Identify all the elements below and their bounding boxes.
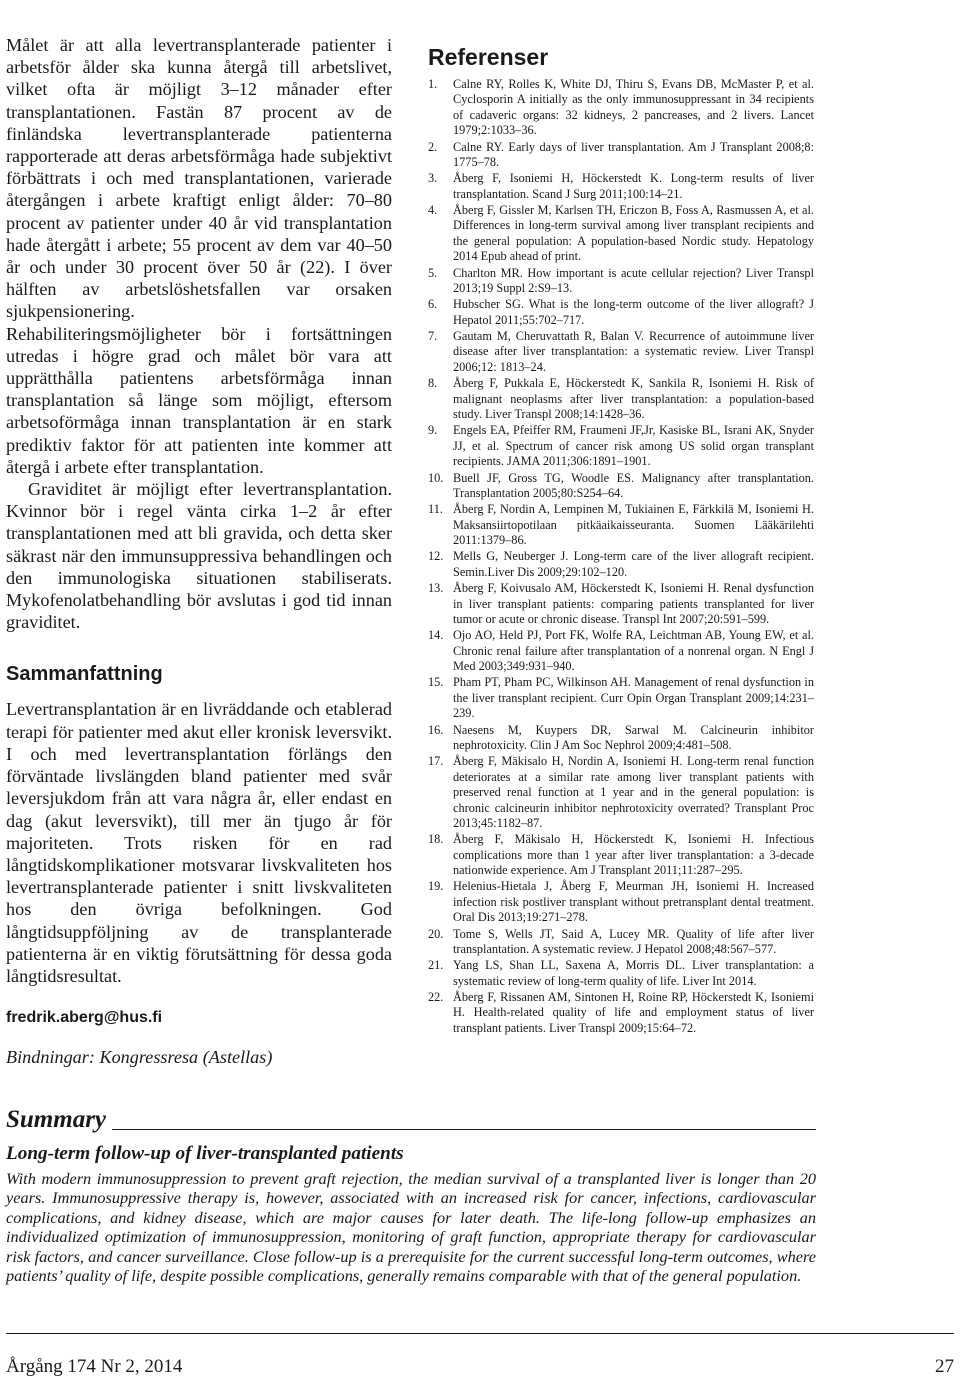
reference-item: [428, 990, 814, 1036]
reference-item: [428, 958, 814, 989]
reference-number: 1.: [428, 77, 438, 91]
reference-text: Åberg F, Mäkisalo H, Nordin A, Isoniemi H. Long-term renal function deteriorates at a similar rate among liver transplant patients with preserved renal function at 1 year and in the general population: is chronic calcineurin inhibitor nephrotoxicity overrated? Transplant Proc 2013;45:1182–87.: [453, 754, 814, 831]
disclosure-text: Bindningar: Kongressresa (Astellas): [6, 1047, 273, 1068]
summary-header: [6, 1107, 816, 1133]
reference-item: [428, 628, 814, 674]
author-email: fredrik.aberg@hus.fi: [6, 1009, 163, 1027]
reference-text: Hubscher SG. What is the long-term outcome of the liver allograft? J Hepatol 2011;55:702–717.: [453, 297, 814, 327]
reference-number: 19.: [428, 879, 444, 894]
reference-text: Tome S, Wells JT, Said A, Lucey MR. Quality of life after liver transplantation. A systematic review. J Hepatol 2008;48:567–577.: [453, 926, 814, 957]
reference-number: 6.: [428, 297, 438, 312]
sammanfattning-text: Levertransplantation är en livräddande och etablerad terapi för patienter med akut eller kronisk leversvikt. I och med levertransplantation förlängs den förväntade livslängden bland patienter med svår leversjukdom från att vara några år, eller endast en dag (akut leversvikt), till mer än tjugo år för majoriteten. Trots risken för en rad långtidskomplikationer motsvarar livskvaliteten hos levertransplanterade patienter i snitt livskvaliteten hos den övriga befolkningen. God långtidsuppföljning av de transplanterade patienterna är en viktig förutsättning för dessa goda långtidsresultat.: [6, 699, 392, 986]
reference-number: 8.: [428, 376, 438, 391]
paragraph-rehabilitation: Rehabiliteringsmöjligheter bör i fortsättningen utredas i högre grad och målet bör vara att upprätthålla patientens arbetsförmåga innan transplantation så länge som möjligt, eftersom arbetsoförmåga innan transplantation är en stark prediktiv faktor för att patienten inte kommer att återgå i arbete efter transplantation.: [6, 323, 392, 477]
paragraph-pregnancy: Graviditet är möjligt efter levertransplantation. Kvinnor bör i regel vänta cirka 1–2 år efter transplantationen med att bli gravida, och detta sker säkrast när den immunsuppressiva behandlingen och den immunologiska situationen stabiliserats. Mykofenolatbehandling bör avslutas i god tid innan graviditet.: [6, 479, 392, 633]
sammanfattning-heading: Sammanfattning: [6, 663, 163, 686]
reference-number: 21.: [428, 958, 444, 973]
reference-item: [428, 502, 814, 548]
reference-number: 5.: [428, 265, 438, 280]
reference-item: [428, 927, 814, 958]
paragraph-work-return: Målet är att alla levertransplanterade patienter i arbetsför ålder ska kunna återgå till arbetslivet, vilket ofta är möjligt 3–12 månader efter transplantationen. Fastän 87 procent av de finländska levertransplanterade patienterna rapporterade att deras arbetsförmåga hade subjektivt förbättrats i och med transplantationen, varierade återgången i arbete kraftigt enligt ålder: 70–80 procent av patienter under 40 år vid transplantation hade återgått i arbete; 55 procent av dem var 40–50 år och under 30 procent över 50 år (22). I över hälften av arbetslöshetsfallen var orsaken sjukpensionering.: [6, 35, 392, 322]
reference-number: 14.: [428, 628, 444, 643]
reference-item: [428, 879, 814, 925]
reference-text: Åberg F, Mäkisalo H, Höckerstedt K, Isoniemi H. Infectious complications more than 1 year after liver transplantation: a 3-decade nationwide experience. Am J Transplant 2011;11:287–295.: [453, 832, 814, 878]
reference-number: 3.: [428, 171, 438, 186]
reference-item: [428, 549, 814, 580]
reference-text: Åberg F, Koivusalo AM, Höckerstedt K, Isoniemi H. Renal dysfunction in liver transplant patients: comparing patients transplanted for liver tumor or acute or chronic disease. Transpl Int 2007;20:591–599.: [453, 581, 814, 626]
reference-item: [428, 297, 814, 328]
reference-item: [428, 581, 814, 627]
reference-number: 11.: [428, 502, 443, 517]
reference-item: [428, 140, 814, 171]
reference-text: Mells G, Neuberger J. Long-term care of the liver allograft recipient. Semin.Liver Dis 2009;29:102–120.: [453, 549, 814, 579]
reference-number: 13.: [428, 581, 444, 596]
summary-rule: [112, 1129, 816, 1130]
reference-number: 18.: [428, 832, 444, 847]
reference-text: Åberg F, Pukkala E, Höckerstedt K, Sankila R, Isoniemi H. Risk of malignant neoplasms after liver transplantation: a population-based study. Liver Transpl 2008;14:1428–36.: [453, 376, 814, 422]
summary-heading: Summary: [6, 1106, 107, 1133]
reference-number: 15.: [428, 675, 444, 690]
summary-subtitle: Long-term follow-up of liver-transplanted patients: [6, 1143, 404, 1164]
reference-text: Åberg F, Isoniemi H, Höckerstedt K. Long-term results of liver transplantation. Scand J Surg 2011;100:14–21.: [453, 171, 814, 201]
reference-number: 20.: [428, 926, 444, 941]
reference-item: [428, 423, 814, 469]
reference-text: Ojo AO, Held PJ, Port FK, Wolfe RA, Leichtman AB, Young EW, et al. Chronic renal failure after transplantation of a nonrenal organ. N Engl J Med 2003;349:931–940.: [453, 628, 814, 674]
reference-number: 9.: [428, 423, 438, 438]
reference-text: Åberg F, Nordin A, Lempinen M, Tukiainen E, Färkkilä M, Isoniemi H. Maksansiirtopotilaan pitkäaikaisseuranta. Suomen Lääkärilehti 2011:1379–86.: [453, 502, 814, 548]
reference-item: [428, 203, 814, 265]
reference-text: Calne RY. Early days of liver transplantation. Am J Transplant 2008;8: 1775–78.: [453, 139, 814, 170]
reference-number: 4.: [428, 203, 438, 218]
page-number: 27: [935, 1356, 954, 1377]
reference-text: Naesens M, Kuypers DR, Sarwal M. Calcineurin inhibitor nephrotoxicity. Clin J Am Soc Nephrol 2009;4:481–508.: [453, 722, 814, 752]
reference-number: 7.: [428, 329, 438, 344]
reference-text: Helenius-Hietala J, Åberg F, Meurman JH, Isoniemi H. Increased infection risk postliver transplant without pretransplant dental treatment. Oral Dis 2013;19:271–278.: [453, 879, 814, 925]
reference-item: [428, 471, 814, 502]
reference-number: 22.: [428, 990, 444, 1005]
reference-number: 12.: [428, 549, 444, 564]
summary-text: With modern immunosuppression to prevent graft rejection, the median survival of a transplanted liver is longer than 20 years. Immunosuppressive therapy is, however, associated with an increased risk for cancer, infections, cardiovascular complications, and kidney disease, which are major causes for later death. The life-long follow-up emphasizes an individualized optimization of immunosuppression, monitoring of graft function, appropriate therapy for cardiovascular risk factors, and cancer surveillance. Close follow-up is a prerequisite for the current successful long-term outcomes, where patients’ quality of life, despite possible complications, generally remains comparable with that of the general population.: [6, 1169, 816, 1286]
references-heading: Referenser: [428, 44, 549, 70]
reference-text: Yang LS, Shan LL, Saxena A, Morris DL. Liver transplantation: a systematic review of long-term quality of life. Liver Int 2014.: [453, 958, 814, 988]
reference-item: [428, 832, 814, 878]
reference-item: [428, 723, 814, 754]
footer-issue: Årgång 174 Nr 2, 2014: [6, 1356, 183, 1377]
reference-item: [428, 675, 814, 721]
reference-text: Buell JF, Gross TG, Woodle ES. Malignancy after transplantation. Transplantation 2005;80:S254–64.: [453, 470, 814, 500]
reference-item: [428, 77, 814, 139]
reference-number: 16.: [428, 722, 444, 737]
reference-text: Gautam M, Cheruvattath R, Balan V. Recurrence of autoimmune liver disease after liver transplantation: a systematic review. Liver Transpl 2006;12: 1813–24.: [453, 329, 814, 374]
reference-text: Åberg F, Gissler M, Karlsen TH, Ericzon B, Foss A, Rasmussen A, et al. Differences in long-term survival among liver transplant recipients and the general population: A population-based Nordic study. Hepatology 2014 Epub ahead of print.: [453, 203, 814, 264]
references-column: [428, 44, 814, 1037]
reference-item: [428, 754, 814, 831]
english-summary: [6, 1107, 816, 1285]
reference-text: Engels EA, Pfeiffer RM, Fraumeni JF,Jr, Kasiske BL, Israni AK, Snyder JJ, et al. Spectrum of cancer risk among US solid organ transplant recipients. JAMA 2011;306:1891–1901.: [453, 423, 814, 469]
reference-number: 10.: [428, 470, 444, 485]
main-text-column: [6, 34, 392, 1068]
reference-text: Calne RY, Rolles K, White DJ, Thiru S, Evans DB, McMaster P, et al. Cyclosporin A initially as the only immunosuppressant in 34 recipients of cadaveric organs: 32 kidneys, 2 pancreases, and 2 livers. Lancet 1979;2:1033–36.: [453, 77, 814, 138]
reference-number: 2.: [428, 139, 438, 154]
reference-item: [428, 329, 814, 375]
reference-item: [428, 171, 814, 202]
reference-item: [428, 376, 814, 422]
reference-number: 17.: [428, 754, 444, 769]
reference-text: Charlton MR. How important is acute cellular rejection? Liver Transpl 2013;19 Suppl 2:S9–13.: [453, 265, 814, 296]
references-list: [428, 77, 814, 1036]
reference-text: Åberg F, Rissanen AM, Sintonen H, Roine RP, Höckerstedt K, Isoniemi H. Health-related quality of life and employment status of liver transplant patients. Liver Transpl 2009;15:64–72.: [453, 990, 814, 1035]
footer-divider: [6, 1333, 954, 1334]
reference-text: Pham PT, Pham PC, Wilkinson AH. Management of renal dysfunction in the liver transplant recipient. Curr Opin Organ Transplant 2009;14:231–239.: [453, 675, 814, 721]
reference-item: [428, 266, 814, 297]
